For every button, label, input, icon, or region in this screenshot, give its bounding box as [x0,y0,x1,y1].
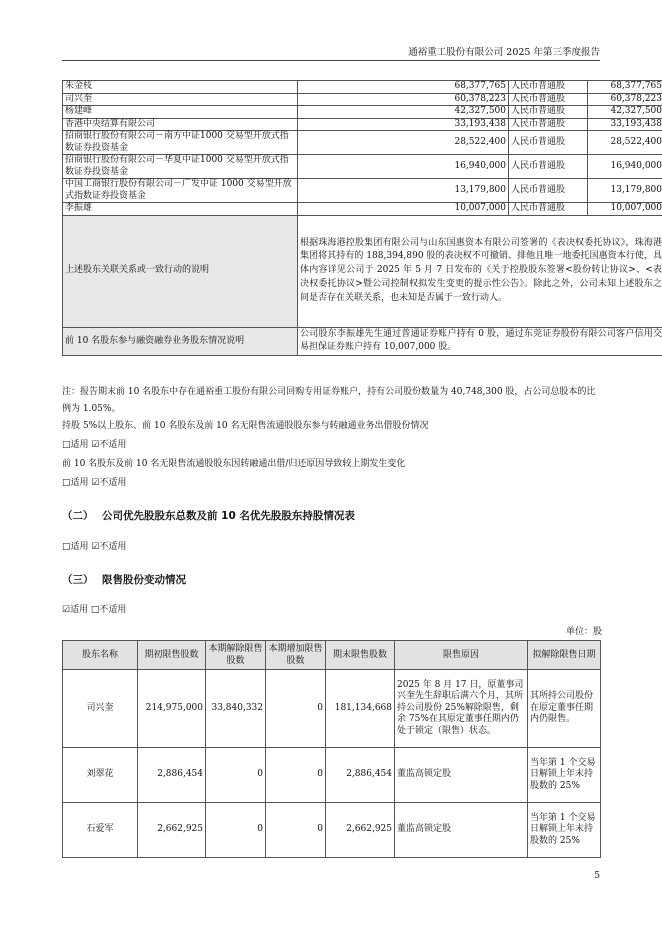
table-row [63,803,601,858]
share-quantity-by-type: 16,940,000 [588,155,662,179]
ending-restricted: 2,662,925 [326,803,395,858]
table-row [63,93,662,106]
section-heading [62,509,355,524]
share-type: 人民币普通股 [509,118,588,131]
added-restricted: 0 [266,748,326,803]
ending-restricted: 181,134,668 [326,670,395,748]
holder-name: 石爱军 [63,803,138,858]
holder-name: 司兴奎 [63,670,138,748]
section-title: 公司优先股股东总数及前 10 名优先股股东持股情况表 [102,510,355,522]
restricted-shares-table [62,640,601,858]
beginning-restricted: 2,662,925 [138,803,206,858]
column-header: 股东名称 [63,641,138,670]
share-type: 人民币普通股 [509,179,588,203]
column-header: 限售原因 [395,641,528,670]
release-date: 当年第 1 个交易日解锁上年末持股数的 25% [528,803,601,858]
share-quantity: 68,377,765 [298,81,509,94]
share-quantity: 33,193,438 [298,118,509,131]
table-row [63,179,662,203]
share-quantity: 10,007,000 [298,203,509,216]
shareholder-name: 中国工商银行股份有限公司－广发中证 1000 交易型开放式指数证券投资基金 [63,179,298,203]
beginning-restricted: 214,975,000 [138,670,206,748]
restriction-reason: 2025 年 8 月 17 日，原董事司兴奎先生辞职后满六个月，其所持公司股份 25%解除限售，剩余 75%在其原定董事任期内仍处于锁定（限售）状态。 [395,670,528,748]
shareholder-name: 杨建峰 [63,106,298,119]
margin-label: 前 10 名股东参与融资融券业务股东情况说明 [63,327,298,356]
buyback-note: 注：报告期末前 10 名股东中存在通裕重工股份有限公司回购专用证券账户，持有公司股份数量为 40,748,300 股，占公司总股本的比例为 1.05%。 [62,387,596,414]
share-quantity-by-type: 10,007,000 [588,203,662,216]
share-type: 人民币普通股 [509,155,588,179]
added-restricted: 0 [266,803,326,858]
share-quantity-by-type: 13,179,800 [588,179,662,203]
unit-label: 单位：股 [565,627,602,637]
page-header [62,42,600,61]
column-header: 拟解除限售日期 [528,641,601,670]
section-heading [62,573,186,588]
relation-text: 根据珠海港控股集团有限公司与山东国惠资本有限公司签署的《表决权委托协议》，珠海港集团将其持有的 188,394,890 股的表决权不可撤销、排他且唯一地委托国惠资本行使，具体内容详见公司于 2025 年 5 月 7 日发布的《关于控股股东签署<股份转让协议>、<表决权委托协议>暨公司控制权拟发生变更的提示性公告》。除此之外，公司未知上述股东之间是否存在关联关系，也未知是否属于一致行动人。 [298,215,662,327]
section-title: 限售股份变动情况 [102,574,186,586]
share-quantity-by-type: 28,522,400 [588,131,662,155]
column-header: 期初限售股数 [138,641,206,670]
added-restricted: 0 [266,670,326,748]
column-header: 本期增加限售股数 [266,641,326,670]
share-quantity: 13,179,800 [298,179,509,203]
margin-text: 公司股东李振雄先生通过普通证券账户持有 0 股，通过东莞证券股份有限公司客户信用交易担保证券账户持有 10,007,000 股。 [298,327,662,356]
ending-restricted: 2,886,454 [326,748,395,803]
table-row [63,81,662,94]
release-date: 当年第 1 个交易日解锁上年末持股数的 25% [528,748,601,803]
applicability-option: □适用 ☑不适用 [62,542,127,552]
share-quantity-by-type: 60,378,223 [588,93,662,106]
table-header-row [63,641,601,670]
shareholder-name: 香港中央结算有限公司 [63,118,298,131]
release-date: 其所持公司股份在原定董事任期内仍限售。 [528,670,601,748]
applicability-option: □适用 ☑不适用 [62,478,127,488]
table-row [63,131,662,155]
share-type: 人民币普通股 [509,203,588,216]
shareholder-name: 司兴奎 [63,93,298,106]
shareholder-name: 朱金枝 [63,81,298,94]
lending-title: 持股 5%以上股东、前 10 名股东及前 10 名无限售流通股股东参与转融通业务出借股份情况 [62,421,429,431]
page-number: 5 [594,871,600,881]
table-row [63,748,601,803]
share-type: 人民币普通股 [509,93,588,106]
relation-row [63,215,662,327]
top-shareholders-table [62,80,662,356]
shareholder-name: 招商银行股份有限公司－华夏中证1000 交易型开放式指数证券投资基金 [63,155,298,179]
share-quantity: 28,522,400 [298,131,509,155]
table-row [63,203,662,216]
table-row [63,118,662,131]
share-type: 人民币普通股 [509,131,588,155]
shareholder-name: 招商银行股份有限公司－南方中证1000 交易型开放式指数证券投资基金 [63,131,298,155]
share-quantity: 16,940,000 [298,155,509,179]
share-quantity: 60,378,223 [298,93,509,106]
restriction-reason: 董监高锁定股 [395,803,528,858]
holder-name: 刘翠花 [63,748,138,803]
table-row [63,670,601,748]
change-title: 前 10 名股东及前 10 名无限售流通股股东因转融通出借/归还原因导致较上期发生变化 [62,459,406,469]
share-quantity-by-type: 68,377,765 [588,81,662,94]
section-number: （三） [62,574,94,586]
relation-label: 上述股东关联关系或一致行动的说明 [63,215,298,327]
share-type: 人民币普通股 [509,106,588,119]
report-title: 通裕重工股份有限公司 2025 年第三季度报告 [408,47,600,58]
section-number: （二） [62,510,94,522]
column-header: 本期解除限售股数 [206,641,266,670]
table-row [63,155,662,179]
table-row [63,106,662,119]
share-quantity: 42,327,500 [298,106,509,119]
released-restricted: 33,840,332 [206,670,266,748]
beginning-restricted: 2,886,454 [138,748,206,803]
released-restricted: 0 [206,748,266,803]
restriction-reason: 董监高锁定股 [395,748,528,803]
released-restricted: 0 [206,803,266,858]
applicability-option: ☑适用 □不适用 [62,605,127,615]
share-quantity-by-type: 33,193,438 [588,118,662,131]
applicability-option: □适用 ☑不适用 [62,440,127,450]
margin-row [63,327,662,356]
shareholder-name: 李振雄 [63,203,298,216]
column-header: 期末限售股数 [326,641,395,670]
share-quantity-by-type: 42,327,500 [588,106,662,119]
share-type: 人民币普通股 [509,81,588,94]
